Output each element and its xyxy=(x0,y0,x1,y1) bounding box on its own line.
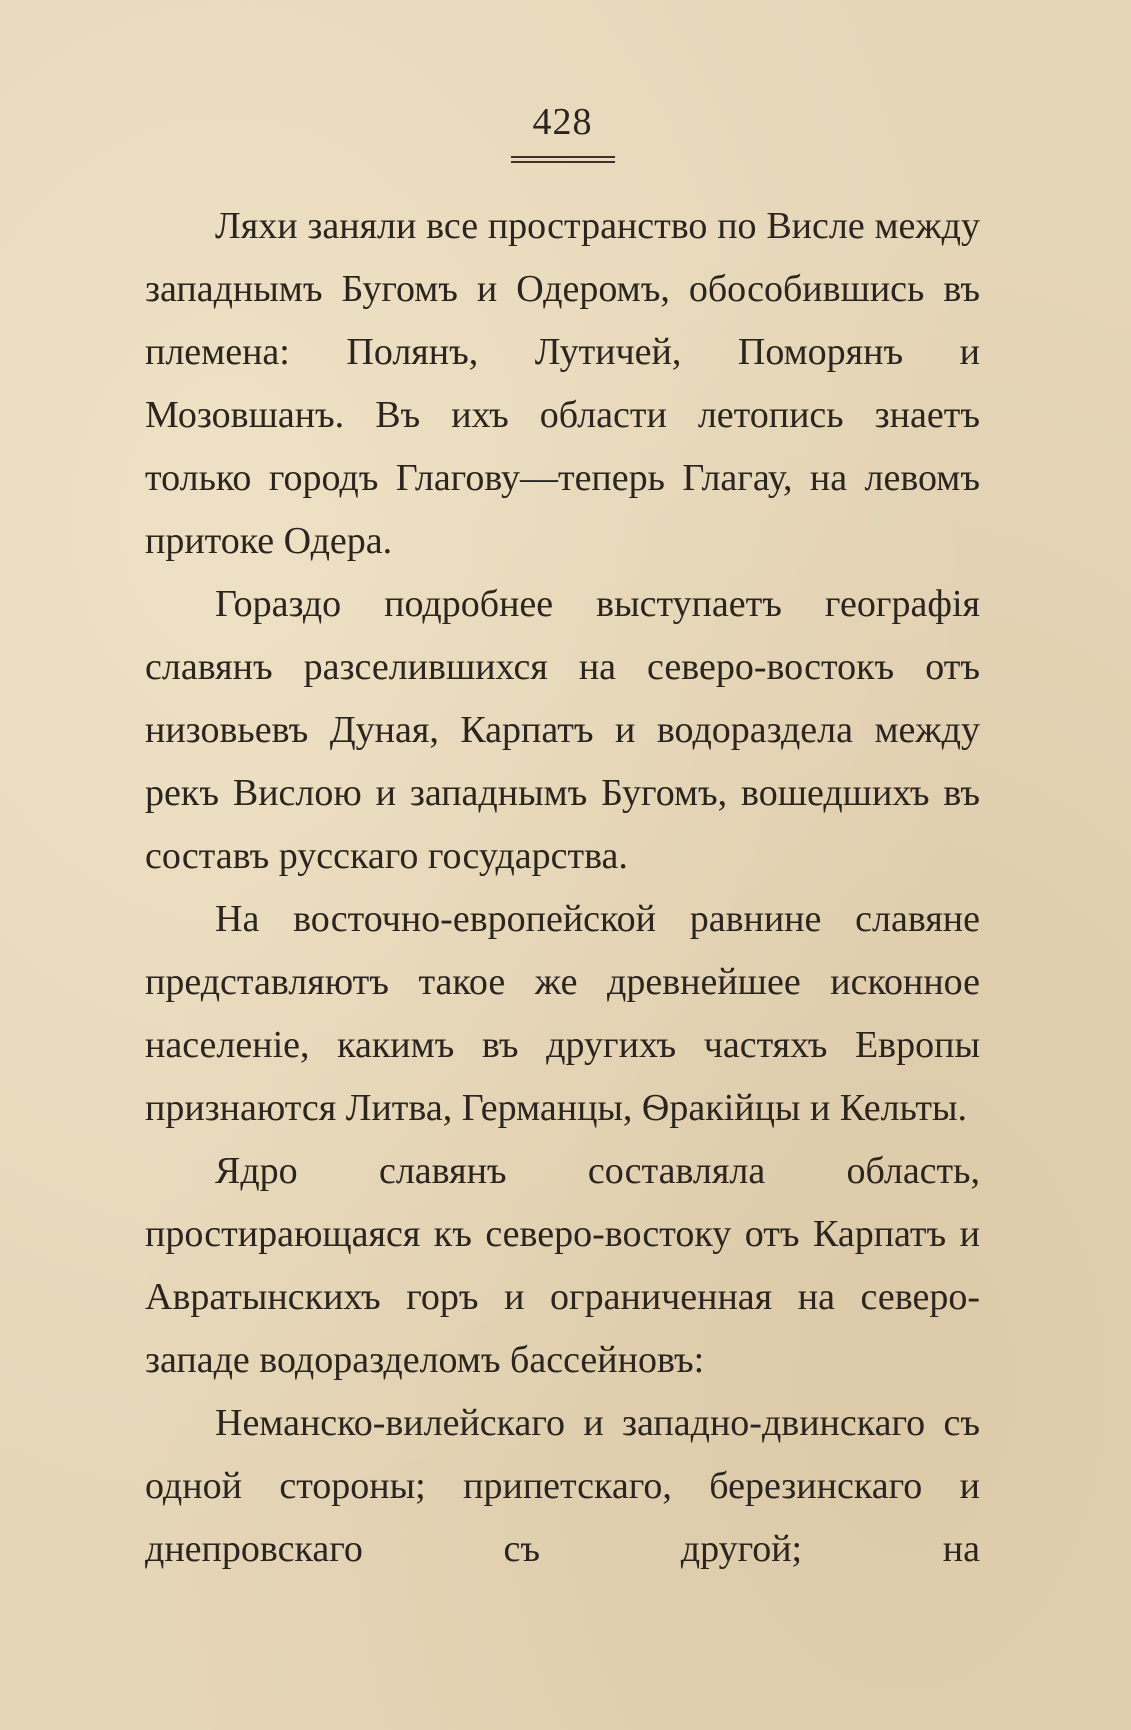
paragraph: Ляхи заняли все пространство по Висле между западнымъ Бугомъ и Одеромъ, обособившись въ племена: Полянъ, Лутичей, Поморянъ и Мозовшанъ. Въ ихъ области летопись знаетъ только городъ Глагову—теперь Глагау, на левомъ притоке Одера. xyxy=(145,205,980,562)
header-double-rule xyxy=(511,156,615,163)
paragraph: Ядро славянъ составляла область, простирающаяся къ северо-востоку отъ Карпатъ и Авратынскихъ горъ и ограниченная на северо-западе водоразделомъ бассейновъ: xyxy=(145,1150,980,1381)
body-text xyxy=(145,195,980,1581)
paragraph: Гораздо подробнее выступаетъ географія славянъ разселившихся на северо-востокъ отъ низовьевъ Дуная, Карпатъ и водораздела между рекъ Вислою и западнымъ Бугомъ, вошедшихъ въ составъ русскаго государства. xyxy=(145,583,980,877)
paragraph: На восточно-европейской равнине славяне представляютъ такое же древнейшее исконное населеніе, какимъ въ другихъ частяхъ Европы признаются Литва, Германцы, Ѳракійцы и Кельты. xyxy=(145,898,980,1129)
page-number: 428 xyxy=(532,101,593,143)
paragraph: Неманско-вилейскаго и западно-двинскаго съ одной стороны; припетскаго, березинскаго и днепровскаго съ другой; на xyxy=(145,1402,980,1570)
book-page xyxy=(145,100,980,1700)
